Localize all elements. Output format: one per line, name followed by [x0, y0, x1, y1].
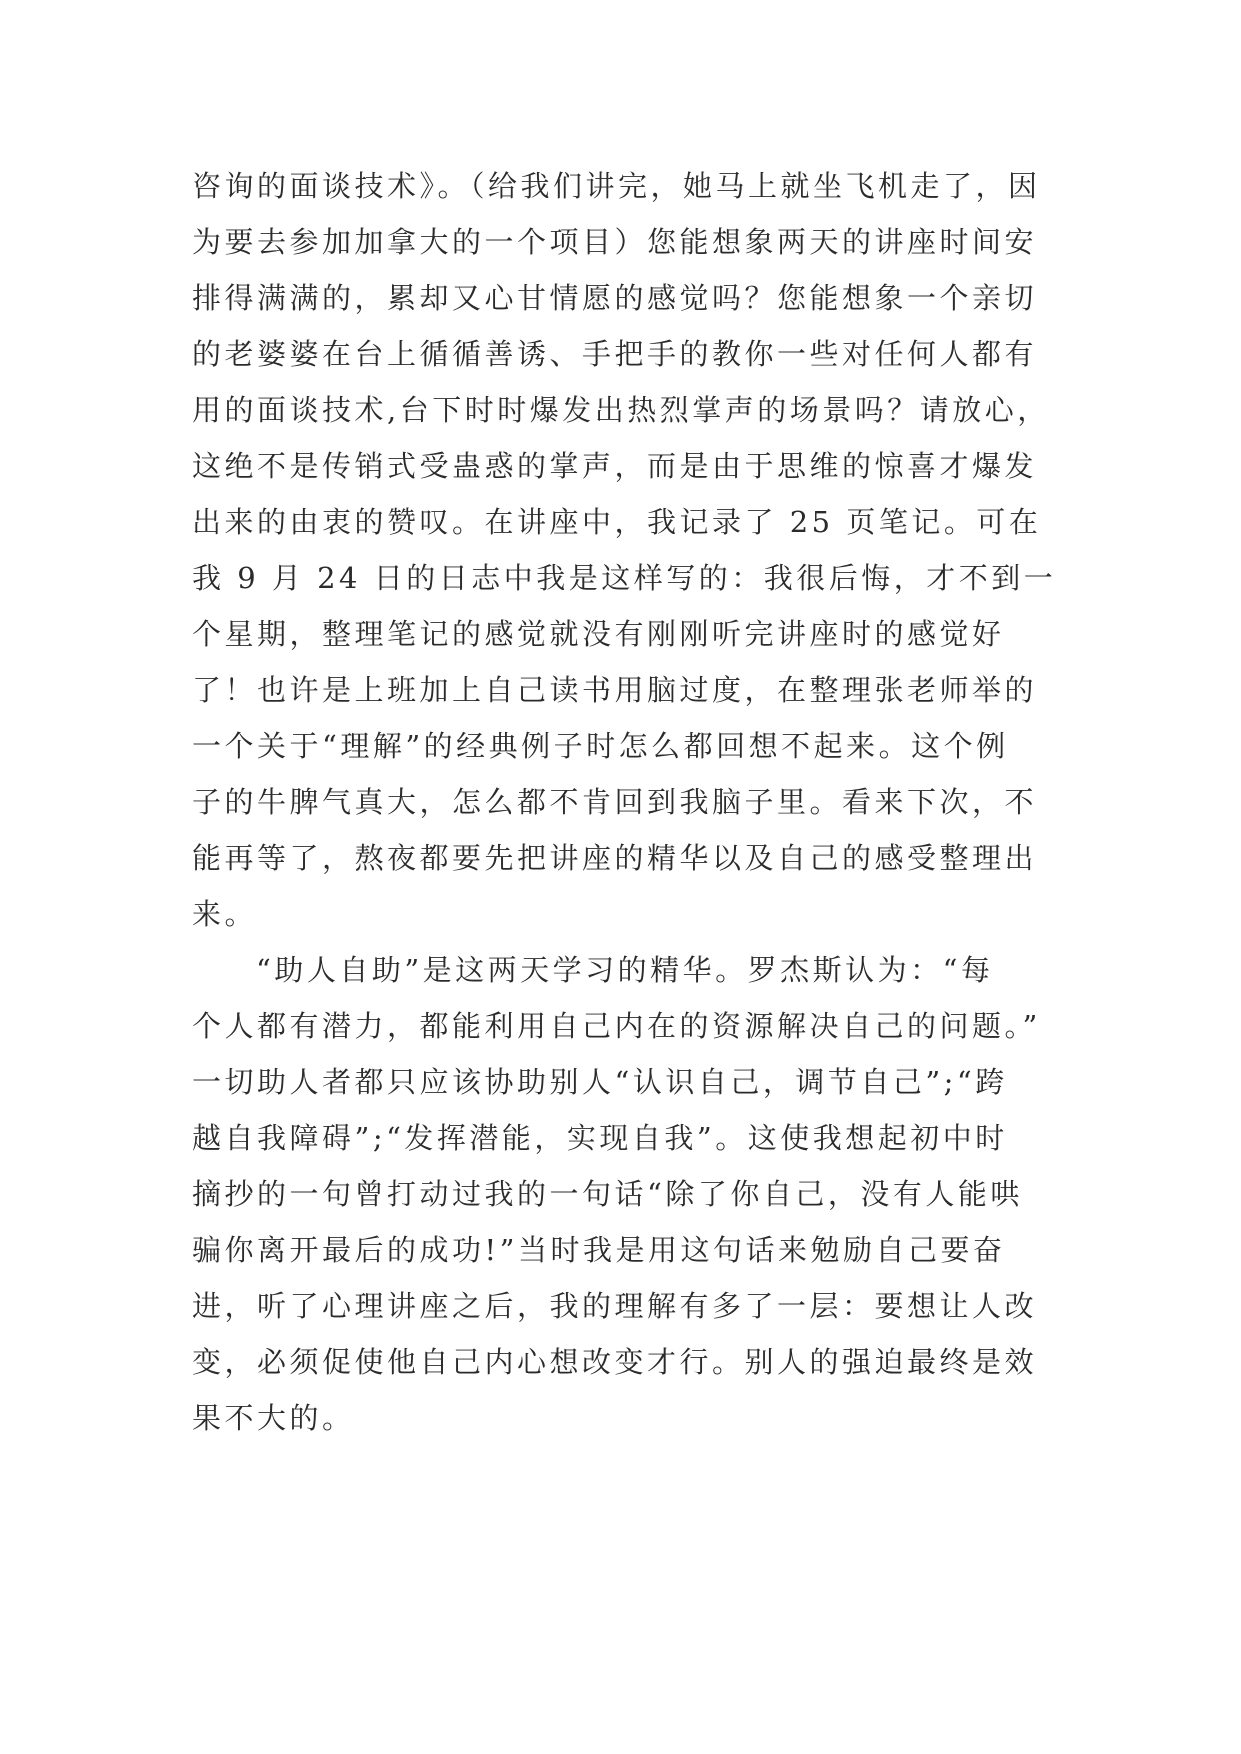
- paragraph-1: [192, 158, 1057, 942]
- paragraph-line: 个人都有潜力，都能利用自己内在的资源解决自己的问题。”: [192, 1009, 1041, 1043]
- paragraph-line: 个星期，整理笔记的感觉就没有刚刚听完讲座时的感觉好: [192, 617, 1005, 651]
- paragraph-line: 咨询的面谈技术》。（给我们讲完，她马上就坐飞机走了，因: [192, 169, 1041, 203]
- paragraph-2: [192, 942, 1052, 1446]
- paragraph-line: 越自我障碍”;“发挥潜能，实现自我”。这使我想起初中时: [192, 1121, 1008, 1155]
- paragraph-line: 的老婆婆在台上循循善诱、手把手的教你一些对任何人都有: [192, 337, 1038, 371]
- paragraph-line: 变，必须促使他自己内心想改变才行。别人的强迫最终是效: [192, 1345, 1038, 1379]
- paragraph-line: 出来的由衷的赞叹。在讲座中，我记录了 25 页笔记。可在: [192, 505, 1042, 539]
- paragraph-line: 一切助人者都只应该协助别人“认识自己，调节自己”;“跨: [192, 1065, 1008, 1099]
- paragraph-line: 排得满满的，累却又心甘情愿的感觉吗？您能想象一个亲切: [192, 281, 1038, 315]
- paragraph-line: 我 9 月 24 日的日志中我是这样写的：我很后悔，才不到一: [192, 561, 1057, 595]
- paragraph-line: 为要去参加加拿大的一个项目）您能想象两天的讲座时间安: [192, 225, 1038, 259]
- paragraph-line: 来。: [192, 897, 258, 931]
- paragraph-line: 摘抄的一句曾打动过我的一句话“除了你自己，没有人能哄: [192, 1177, 1023, 1211]
- paragraph-line: 能再等了，熬夜都要先把讲座的精华以及自己的感受整理出: [192, 841, 1038, 875]
- paragraph-line: 了！也许是上班加上自己读书用脑过度，在整理张老师举的: [192, 673, 1038, 707]
- paragraph-line: 这绝不是传销式受蛊惑的掌声，而是由于思维的惊喜才爆发: [192, 449, 1038, 483]
- paragraph-line: 进，听了心理讲座之后，我的理解有多了一层：要想让人改: [192, 1289, 1038, 1323]
- paragraph-line: 子的牛脾气真大，怎么都不肯回到我脑子里。看来下次，不: [192, 785, 1038, 819]
- paragraph-line: 一个关于“理解”的经典例子时怎么都回想不起来。这个例: [192, 729, 1009, 763]
- document-body: [192, 158, 1057, 1446]
- paragraph-line: 用的面谈技术,台下时时爆发出热烈掌声的场景吗？请放心，: [192, 393, 1050, 427]
- paragraph-line: 果不大的。: [192, 1401, 355, 1435]
- paragraph-line: “助人自助”是这两天学习的精华。罗杰斯认为：“每: [256, 953, 994, 987]
- paragraph-line: 骗你离开最后的成功!”当时我是用这句话来勉励自己要奋: [192, 1233, 1006, 1267]
